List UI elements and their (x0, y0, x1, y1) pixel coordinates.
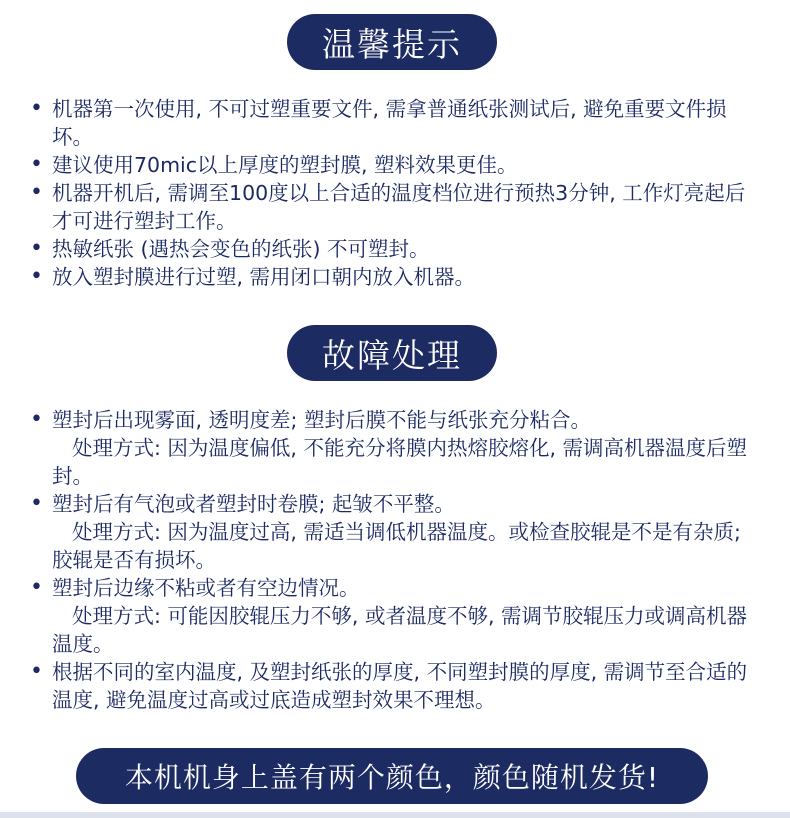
troubleshooting-item (30, 658, 760, 714)
notice-item-text: 放入塑封膜进行过塑, 需用闭口朝内放入机器。 (52, 265, 476, 289)
notice-item (30, 179, 760, 235)
problem-text: 根据不同的室内温度, 及塑封纸张的厚度, 不同塑封膜的厚度, 需调节至合适的温度, 避免温度过高或过底造成塑封效果不理想。 (52, 660, 748, 712)
notice-item-text: 建议使用70mic以上厚度的塑封膜, 塑料效果更佳。 (52, 153, 518, 177)
problem-text: 塑封后边缘不粘或者有空边情况。 (52, 576, 360, 600)
troubleshooting-item (30, 406, 760, 490)
bullet-icon: • (30, 264, 43, 289)
bullet-icon: • (30, 152, 43, 177)
bottom-divider (0, 812, 790, 818)
fix-text: 处理方式: 可能因胶辊压力不够, 或者温度不够, 需调节胶辊压力或调高机器温度。 (52, 604, 747, 656)
troubleshooting-list (30, 406, 760, 714)
notice-list (30, 95, 760, 291)
troubleshooting-item (30, 574, 760, 658)
bullet-icon: • (30, 491, 43, 516)
fix-text: 处理方式: 因为温度过高, 需适当调低机器温度。或检查胶辊是不是有杂质; 胶辊是否有损坏。 (52, 520, 741, 572)
notice-item (30, 151, 760, 179)
color-notice-banner: 本机机身上盖有两个颜色，颜色随机发货! (76, 748, 708, 804)
bullet-icon: • (30, 407, 43, 432)
bullet-icon: • (30, 659, 43, 684)
bullet-icon: • (30, 575, 43, 600)
notice-heading: 温馨提示 (287, 14, 497, 70)
notice-item (30, 95, 760, 151)
troubleshooting-item (30, 490, 760, 574)
problem-text: 塑封后出现雾面, 透明度差; 塑封后膜不能与纸张充分粘合。 (52, 408, 591, 432)
notice-item-text: 热敏纸张 (遇热会变色的纸张) 不可塑封。 (52, 237, 430, 261)
troubleshooting-heading: 故障处理 (287, 325, 497, 381)
notice-item (30, 235, 760, 263)
bullet-icon: • (30, 180, 43, 205)
problem-text: 塑封后有气泡或者塑封时卷膜; 起皱不平整。 (52, 492, 455, 516)
bullet-icon: • (30, 96, 43, 121)
notice-item (30, 263, 760, 291)
bullet-icon: • (30, 236, 43, 261)
notice-item-text: 机器开机后, 需调至100度以上合适的温度档位进行预热3分钟, 工作灯亮起后才可进行塑封工作。 (52, 181, 746, 233)
notice-item-text: 机器第一次使用, 不可过塑重要文件, 需拿普通纸张测试后, 避免重要文件损坏。 (52, 97, 727, 149)
fix-text: 处理方式: 因为温度偏低, 不能充分将膜内热熔胶熔化, 需调高机器温度后塑封。 (52, 436, 747, 488)
